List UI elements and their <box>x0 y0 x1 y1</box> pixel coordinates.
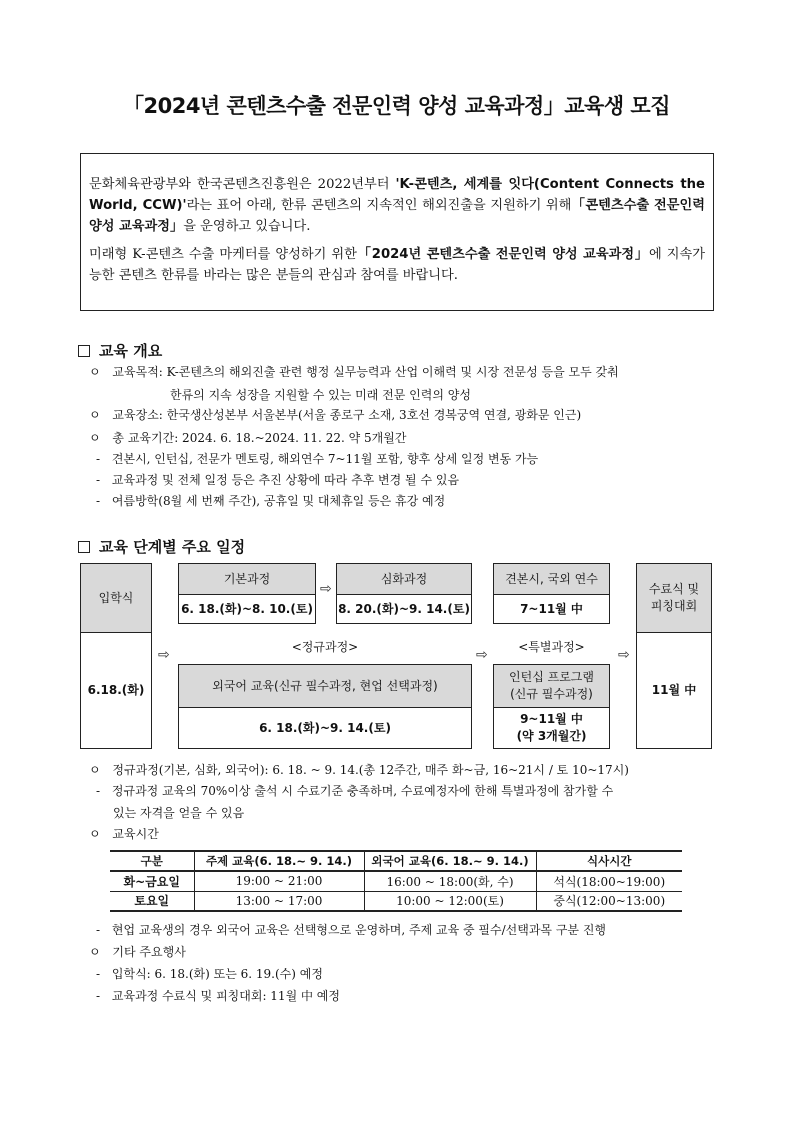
schedule-diagram <box>80 563 714 751</box>
attendance-line-cont: 있는 자격을 얻을 수 있음 <box>113 806 245 820</box>
table-row <box>110 891 682 911</box>
purpose-line-cont: 한류의 지속 성장을 지원할 수 있는 미래 전문 인력의 양성 <box>170 388 471 402</box>
table-cell: 19:00 ~ 21:00 <box>194 871 364 891</box>
arrow-right-icon: ⇨ <box>320 581 332 597</box>
circle-bullet-icon: ㅇ <box>89 827 101 841</box>
section-heading-text: 교육 단계별 주요 일정 <box>99 538 246 556</box>
completion-label-cell: 수료식 및 피칭대회 <box>636 563 712 633</box>
event-line: - 입학식: 6. 18.(화) 또는 6. 19.(수) 예정 <box>96 967 323 981</box>
table-cell: 석식(18:00~19:00) <box>536 871 682 891</box>
note-line: - 견본시, 인턴십, 전문가 멘토링, 해외연수 7~11월 포함, 향후 상세 일정 변동 가능 <box>96 452 539 466</box>
intro-program-name: 「2024년 콘텐츠수출 전문인력 양성 교육과정」 <box>356 247 649 262</box>
dash-bullet: - <box>96 923 101 937</box>
advanced-course-label: 심화과정 <box>336 563 472 595</box>
advanced-course-date: 8. 20.(화)~9. 14.(토) <box>336 594 472 624</box>
square-bullet-icon <box>78 541 90 553</box>
period-line: ㅇ 총 교육기간: 2024. 6. 18.~2024. 11. 22. 약 5개월간 <box>89 431 407 445</box>
attendance-line: - 정규과정 교육의 70%이상 출석 시 수료기준 충족하며, 수료예정자에 한해 특별과정에 참가할 수 <box>96 784 614 798</box>
table-header: 주제 교육(6. 18.~ 9. 14.) <box>194 851 364 871</box>
table-row <box>110 871 682 891</box>
circle-bullet-icon: ㅇ <box>89 431 101 445</box>
entrance-label-cell: 입학식 <box>80 563 152 633</box>
intro-text: 문화체육관광부와 한국콘텐츠진흥원은 2022년부터 <box>89 177 396 192</box>
intro-box <box>80 153 714 311</box>
table-header: 구분 <box>110 851 194 871</box>
time-heading: ㅇ 교육시간 <box>89 827 159 841</box>
arrow-right-icon: ⇨ <box>618 647 630 663</box>
intro-text: 라는 표어 아래, 한류 콘텐츠의 지속적인 해외진출을 지원하기 위해 <box>186 198 572 213</box>
elective-note: - 현업 교육생의 경우 외국어 교육은 선택형으로 운영하며, 주제 교육 중 필수/선택과목 구분 진행 <box>96 923 607 937</box>
entrance-date-cell: 6.18.(화) <box>80 632 152 749</box>
section-heading-schedule <box>78 536 245 557</box>
table-cell: 중식(12:00~13:00) <box>536 891 682 911</box>
table-header-row <box>110 851 682 871</box>
note-line: - 교육과정 및 전체 일정 등은 추진 상황에 따라 추후 변경 될 수 있음 <box>96 473 460 487</box>
basic-course-date: 6. 18.(화)~8. 10.(토) <box>178 594 316 624</box>
table-cell: 13:00 ~ 17:00 <box>194 891 364 911</box>
schedule-table <box>110 850 682 912</box>
purpose-line: ㅇ 교육목적: K-콘텐츠의 해외진출 관련 행정 실무능력과 산업 이해력 및 시장 전문성 등을 모두 갖춰 <box>89 365 619 379</box>
fair-date: 7~11월 中 <box>493 594 610 624</box>
table-cell: 10:00 ~ 12:00(토) <box>364 891 536 911</box>
internship-label: 인턴십 프로그램 (신규 필수과정) <box>493 664 610 708</box>
section-heading-overview <box>78 340 162 361</box>
square-bullet-icon <box>78 345 90 357</box>
language-course-date: 6. 18.(화)~9. 14.(토) <box>178 707 472 749</box>
intro-program-name: 「콘텐츠수출 전문인력 양성 교육과정」 <box>89 198 705 234</box>
special-course-label: <특별과정> <box>518 640 585 654</box>
regular-course-label: <정규과정> <box>291 640 359 654</box>
table-header: 외국어 교육(6. 18.~ 9. 14.) <box>364 851 536 871</box>
language-course-label: 외국어 교육(신규 필수과정, 현업 선택과정) <box>178 664 472 708</box>
event-line: - 교육과정 수료식 및 피칭대회: 11월 中 예정 <box>96 989 340 1003</box>
intro-slogan: 'K-콘텐츠, 세계를 잇다(Content Connects the World, CCW)' <box>89 177 705 213</box>
dash-bullet: - <box>96 452 101 466</box>
dash-bullet: - <box>96 473 101 487</box>
circle-bullet-icon: ㅇ <box>89 365 101 379</box>
table-cell: 16:00 ~ 18:00(화, 수) <box>364 871 536 891</box>
note-line: - 여름방학(8월 세 번째 주간), 공휴일 및 대체휴일 등은 휴강 예정 <box>96 494 446 508</box>
other-events-heading: ㅇ 기타 주요행사 <box>89 945 186 959</box>
regular-course-line: ㅇ 정규과정(기본, 심화, 외국어): 6. 18. ~ 9. 14.(총 12주간, 매주 화~금, 16~21시 / 토 10~17시) <box>89 763 629 777</box>
circle-bullet-icon: ㅇ <box>89 408 101 422</box>
intro-text: 미래형 K-콘텐츠 수출 마케터를 양성하기 위한 <box>89 247 357 262</box>
table-cell: 토요일 <box>110 891 194 911</box>
dash-bullet: - <box>96 989 101 1003</box>
arrow-right-icon: ⇨ <box>158 647 170 663</box>
intro-paragraph-2 <box>89 244 705 286</box>
place-line: ㅇ 교육장소: 한국생산성본부 서울본부(서울 종로구 소재, 3호선 경복궁역 연결, 광화문 인근) <box>89 408 582 422</box>
dash-bullet: - <box>96 967 101 981</box>
fair-label: 견본시, 국외 연수 <box>493 563 610 595</box>
dash-bullet: - <box>96 784 101 798</box>
intro-text: 을 운영하고 있습니다. <box>183 219 311 234</box>
intro-text: 에 지속가능한 콘텐츠 한류를 바라는 많은 분들의 관심과 참여를 바랍니다. <box>89 247 705 283</box>
dash-bullet: - <box>96 494 101 508</box>
completion-date-cell: 11월 中 <box>636 632 712 749</box>
page-title: 「2024년 콘텐츠수출 전문인력 양성 교육과정」교육생 모집 <box>122 94 670 118</box>
circle-bullet-icon: ㅇ <box>89 945 101 959</box>
arrow-right-icon: ⇨ <box>476 647 488 663</box>
table-header: 식사시간 <box>536 851 682 871</box>
circle-bullet-icon: ㅇ <box>89 763 101 777</box>
basic-course-label: 기본과정 <box>178 563 316 595</box>
table-cell: 화~금요일 <box>110 871 194 891</box>
section-heading-text: 교육 개요 <box>99 342 163 360</box>
internship-date: 9~11월 中 (약 3개월간) <box>493 707 610 749</box>
intro-paragraph-1 <box>89 174 705 237</box>
